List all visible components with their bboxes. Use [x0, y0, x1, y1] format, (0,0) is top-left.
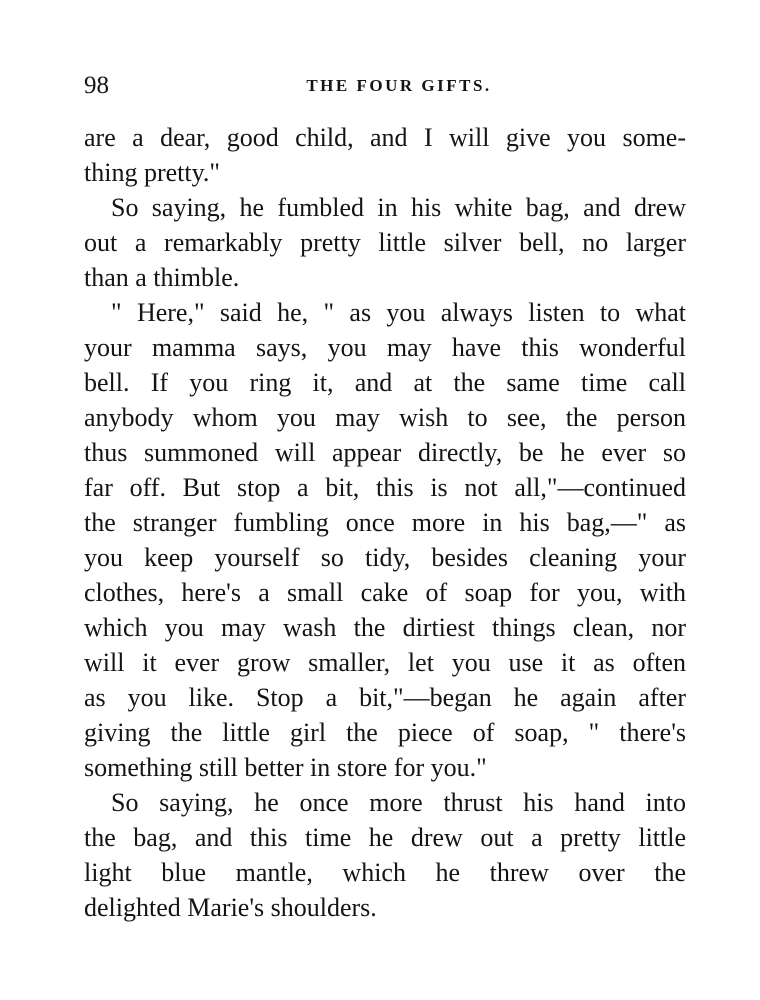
text-line: " Here," said he, " as you always listen to what — [111, 298, 686, 327]
text-line: far off. But stop a bit, this is not all,"—continued — [84, 473, 686, 502]
text-line: the stranger fumbling once more in his bag,—" as — [84, 508, 686, 537]
text-line: thus summoned will appear directly, be he ever so — [84, 438, 686, 467]
text-line: clothes, here's a small cake of soap for you, with — [84, 578, 686, 607]
text-line: than a thimble. — [84, 263, 240, 292]
text-line: So saying, he once more thrust his hand into — [111, 788, 686, 817]
text-line: are a dear, good child, and I will give you some- — [84, 123, 686, 152]
text-line: thing pretty." — [84, 158, 221, 187]
text-line: light blue mantle, which he threw over the — [84, 858, 686, 887]
text-line: So saying, he fumbled in his white bag, and drew — [111, 193, 686, 222]
text-line: will it ever grow smaller, let you use it as often — [84, 648, 686, 677]
text-line: anybody whom you may wish to see, the person — [84, 403, 686, 432]
page-number: 98 — [84, 72, 109, 99]
text-line: which you may wash the dirtiest things clean, nor — [84, 613, 686, 642]
text-line: something still better in store for you." — [84, 753, 487, 782]
text-line: giving the little girl the piece of soap, " there's — [84, 718, 686, 747]
text-line: out a remarkably pretty little silver bell, no larger — [84, 228, 686, 257]
text-line: the bag, and this time he drew out a pretty little — [84, 823, 686, 852]
text-line: delighted Marie's shoulders. — [84, 893, 377, 922]
running-title: THE FOUR GIFTS. — [306, 76, 492, 95]
running-head — [84, 66, 686, 106]
text-line: you keep yourself so tidy, besides cleaning your — [84, 543, 686, 572]
text-line: bell. If you ring it, and at the same time call — [84, 368, 686, 397]
body-text — [84, 120, 686, 925]
text-line: your mamma says, you may have this wonderful — [84, 333, 686, 362]
text-line: as you like. Stop a bit,"—began he again after — [84, 683, 686, 712]
